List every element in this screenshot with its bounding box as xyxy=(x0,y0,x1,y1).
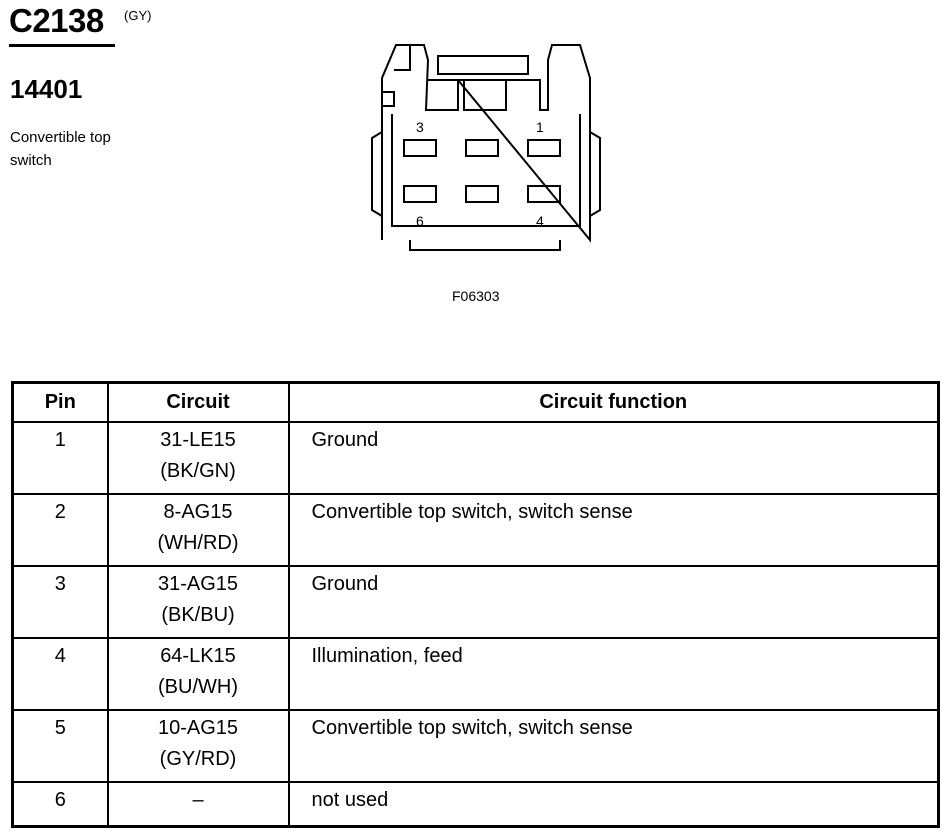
connector-color-code: (GY) xyxy=(124,8,152,23)
circuit-function: Convertible top switch, switch sense xyxy=(289,710,939,782)
circuit-code: 10-AG15 xyxy=(157,717,239,739)
pin-number: 6 xyxy=(13,782,108,827)
connector-bottom-key xyxy=(410,240,560,250)
circuit-cell xyxy=(108,494,289,566)
circuit-cell xyxy=(108,638,289,710)
figure-id: F06303 xyxy=(452,288,500,304)
pin-cavity-6 xyxy=(404,186,436,202)
circuit-function: Convertible top switch, switch sense xyxy=(289,494,939,566)
connector-left-notch xyxy=(382,92,394,106)
table-row xyxy=(13,638,939,710)
circuit-code: 64-LK15 xyxy=(160,645,236,667)
connector-face-diagram xyxy=(370,40,610,260)
circuit-function: Ground xyxy=(289,422,939,494)
pin-cavity-1 xyxy=(528,140,560,156)
circuit-cell xyxy=(108,782,289,827)
pin-cavity-5 xyxy=(466,186,498,202)
pin-number: 5 xyxy=(13,710,108,782)
connector-left-rib xyxy=(372,132,382,216)
component-description: Convertible top switch xyxy=(10,129,111,169)
column-header-circuit: Circuit xyxy=(108,383,289,423)
wire-color: (BK/GN) xyxy=(160,460,236,482)
connector-id: C2138 xyxy=(9,2,104,39)
wire-color: (GY/RD) xyxy=(159,748,237,770)
pin-cavity-4 xyxy=(528,186,560,202)
circuit-cell xyxy=(108,422,289,494)
circuit-code: 31-LE15 xyxy=(160,429,236,451)
table-row xyxy=(13,422,939,494)
table-row xyxy=(13,566,939,638)
pin-label-4: 4 xyxy=(536,213,544,229)
wire-color: (BU/WH) xyxy=(158,676,238,698)
circuit-cell xyxy=(108,566,289,638)
column-header-pin: Pin xyxy=(13,383,108,423)
pin-cavity-3 xyxy=(404,140,436,156)
connector-id-underline xyxy=(9,44,115,47)
part-number: 14401 xyxy=(10,74,83,104)
pin-cavity-2 xyxy=(466,140,498,156)
wire-color: (BK/BU) xyxy=(161,604,235,626)
table-row xyxy=(13,782,939,827)
circuit-code: 8-AG15 xyxy=(163,501,233,523)
circuit-function: Ground xyxy=(289,566,939,638)
circuit-code: 31-AG15 xyxy=(157,573,239,595)
pin-label-3: 3 xyxy=(416,119,424,135)
table-header-row xyxy=(13,383,939,423)
wire-color: (WH/RD) xyxy=(157,532,239,554)
connector-right-rib xyxy=(590,132,600,216)
circuit-function: not used xyxy=(289,782,939,827)
circuit-code: – xyxy=(192,789,204,811)
table-row xyxy=(13,710,939,782)
connector-left-step xyxy=(394,45,410,70)
pin-number: 2 xyxy=(13,494,108,566)
column-header-circuit-function: Circuit function xyxy=(289,383,939,423)
pin-number: 3 xyxy=(13,566,108,638)
table-row xyxy=(13,494,939,566)
pinout-table xyxy=(11,381,940,828)
circuit-function: Illumination, feed xyxy=(289,638,939,710)
pin-label-1: 1 xyxy=(536,119,544,135)
connector-latch xyxy=(438,56,528,74)
pin-number: 1 xyxy=(13,422,108,494)
pin-number: 4 xyxy=(13,638,108,710)
circuit-cell xyxy=(108,710,289,782)
pin-label-6: 6 xyxy=(416,213,424,229)
